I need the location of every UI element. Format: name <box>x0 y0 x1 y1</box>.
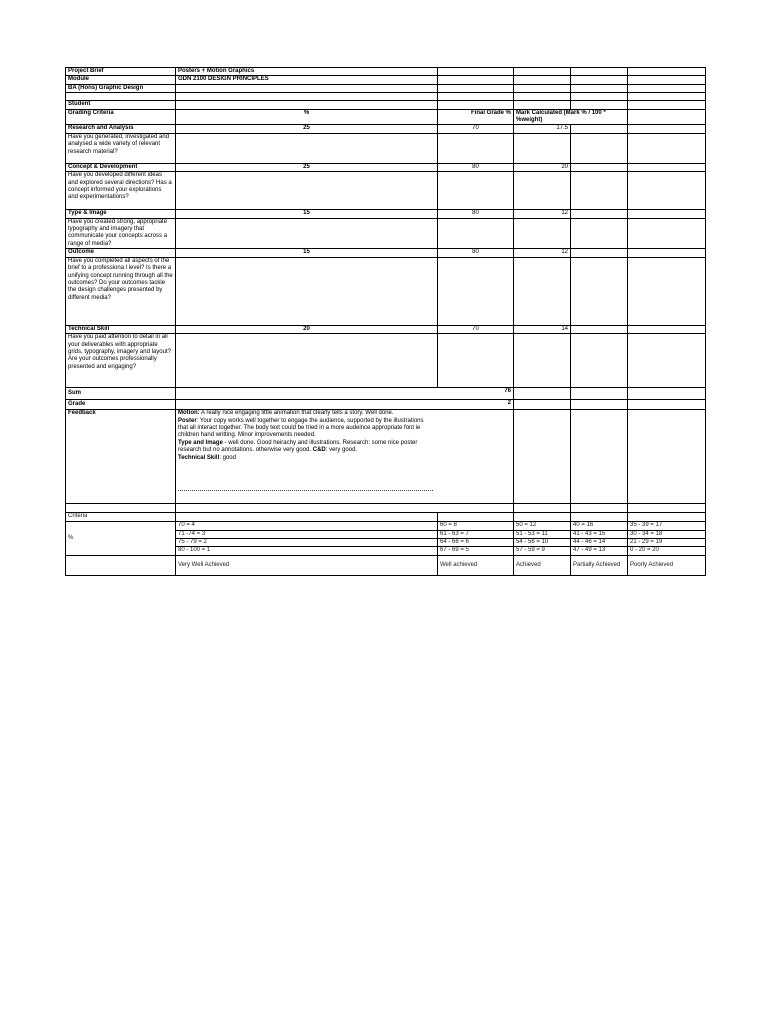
criterion-weight: 20 <box>176 325 438 333</box>
feedback-type-text: - well done. Good heirachy and illustrations. Research: some nice poster research but no annotations. otherwise very good. <box>178 439 418 454</box>
criterion-final: 70 <box>438 325 514 333</box>
feedback-poster-heading: Poster <box>178 417 197 424</box>
level-partially-achieved: Partially Achieved <box>571 555 628 575</box>
scale-cell: 64 - 66 = 6 <box>438 538 514 546</box>
criterion-mark: 20 <box>514 163 571 171</box>
level-achieved: Achieved <box>514 555 571 575</box>
scale-cell: 70 = 4 <box>176 522 438 530</box>
scale-cell: 0 - 20 = 20 <box>628 547 706 555</box>
feedback-text <box>176 410 514 504</box>
col-criteria: Grading Criteria <box>66 109 176 125</box>
feedback-label: Feedback <box>66 410 176 504</box>
feedback-cd-text: : very good. <box>325 447 358 454</box>
module-label: Module <box>66 76 176 84</box>
col-percent: % <box>176 109 438 125</box>
feedback-divider <box>178 490 433 491</box>
grading-sheet <box>65 67 705 576</box>
criterion-description: Have you created strong, appropriate typography and imagery that communicate your concepts across a range of media? <box>66 218 176 249</box>
scale-cell: 40 = 16 <box>571 522 628 530</box>
scale-cell: 44 - 46 = 14 <box>571 538 628 546</box>
criterion-description: Have you generated, investigated and analysed a wide variety of relevant research material? <box>66 133 176 163</box>
criterion-weight: 15 <box>176 249 438 257</box>
criterion-title: Type & Image <box>66 210 176 218</box>
scale-cell: 57 - 59 = 9 <box>514 547 571 555</box>
criterion-weight: 15 <box>176 210 438 218</box>
scale-cell: 51 - 53 = 11 <box>514 530 571 538</box>
scale-cell: 80 - 100 = 1 <box>176 547 438 555</box>
feedback-cd-heading: C&D <box>312 447 326 454</box>
scale-cell: 75 - 79 = 2 <box>176 538 438 546</box>
scale-cell: 60 = 8 <box>438 522 514 530</box>
project-brief-value: Posters + Motion Graphics <box>176 68 438 76</box>
scale-cell: 71 -74 = 3 <box>176 530 438 538</box>
scale-cell: 50 = 12 <box>514 522 571 530</box>
col-final-grade: Final Grade % <box>438 109 514 125</box>
feedback-type-heading: Type and Image <box>178 439 223 446</box>
criterion-final: 80 <box>438 210 514 218</box>
criterion-description: Have you paid attention to detail in all your deliverables with appropriate grids, typography, imagery and layout? Are your outcomes professionally presented and engaging? <box>66 334 176 388</box>
course-name: BA (Hons) Graphic Design <box>66 84 176 92</box>
scale-cell: 35 - 39 = 17 <box>628 522 706 530</box>
criterion-title: Concept & Development <box>66 163 176 171</box>
grade-value: 2 <box>176 400 514 410</box>
criterion-final: 80 <box>438 249 514 257</box>
grade-label: Grade <box>66 400 176 410</box>
scale-cell: 41 - 43 = 15 <box>571 530 628 538</box>
criterion-title: Outcome <box>66 249 176 257</box>
level-poorly-achieved: Poorly Achieved <box>628 555 706 575</box>
feedback-tech-heading: Technical Skill <box>178 454 220 461</box>
scale-cell: 21 - 29 = 19 <box>628 538 706 546</box>
criterion-title: Technical Skill <box>66 325 176 333</box>
criterion-title: Research and Analysis <box>66 125 176 133</box>
feedback-motion-heading: Motion: <box>178 410 200 417</box>
criterion-description: Have you completed all aspects of the brief to a professiona l level? Is there a unifying concept running through all the outcomes? Do your outcomes tackle the design challenges presented by different media? <box>66 257 176 325</box>
scale-cell: 47 - 49 = 13 <box>571 547 628 555</box>
level-well-achieved: Well achieved <box>438 555 514 575</box>
sum-value: 76 <box>176 388 514 400</box>
criterion-final: 70 <box>438 125 514 133</box>
sum-label: Sum <box>66 388 176 400</box>
level-very-well-achieved: Very Well Achieved <box>176 555 438 575</box>
scale-criteria-label: Criteria <box>66 513 176 522</box>
student-label: Student <box>66 101 176 109</box>
criterion-description: Have you developed different ideas and explored several directions? Has a concept informed your explorations and experimentations? <box>66 172 176 210</box>
project-brief-label: Project Brief <box>66 68 176 76</box>
criterion-mark: 12 <box>514 210 571 218</box>
scale-cell: 61 - 63 = 7 <box>438 530 514 538</box>
module-value: GDN 2100 DESIGN PRINCIPLES <box>176 76 438 84</box>
scale-percent-label: % <box>66 522 176 556</box>
feedback-poster-text: : Your copy works well together to engage the audience, supported by the illustrations that all interact together. The body text could be tried in a more audeince appropriate font ie children hand writting. Minor improvements needed. <box>178 417 424 439</box>
scale-cell: 67 - 69 = 5 <box>438 547 514 555</box>
feedback-tech-text: : good <box>219 454 236 461</box>
criterion-mark: 12 <box>514 249 571 257</box>
criterion-weight: 25 <box>176 163 438 171</box>
criterion-final: 80 <box>438 163 514 171</box>
feedback-motion-text: A really nice engaging little animation that clearly tells a story. Well done. <box>199 410 394 417</box>
scale-cell: 30 - 34 = 18 <box>628 530 706 538</box>
scale-cell: 54 - 56 = 10 <box>514 538 571 546</box>
col-mark-calculated: Mark Calculated (Mark % / 100 * %weight) <box>514 109 628 125</box>
criterion-mark: 14 <box>514 325 571 333</box>
grading-table <box>65 67 706 576</box>
criterion-weight: 25 <box>176 125 438 133</box>
criterion-mark: 17.5 <box>514 125 571 133</box>
